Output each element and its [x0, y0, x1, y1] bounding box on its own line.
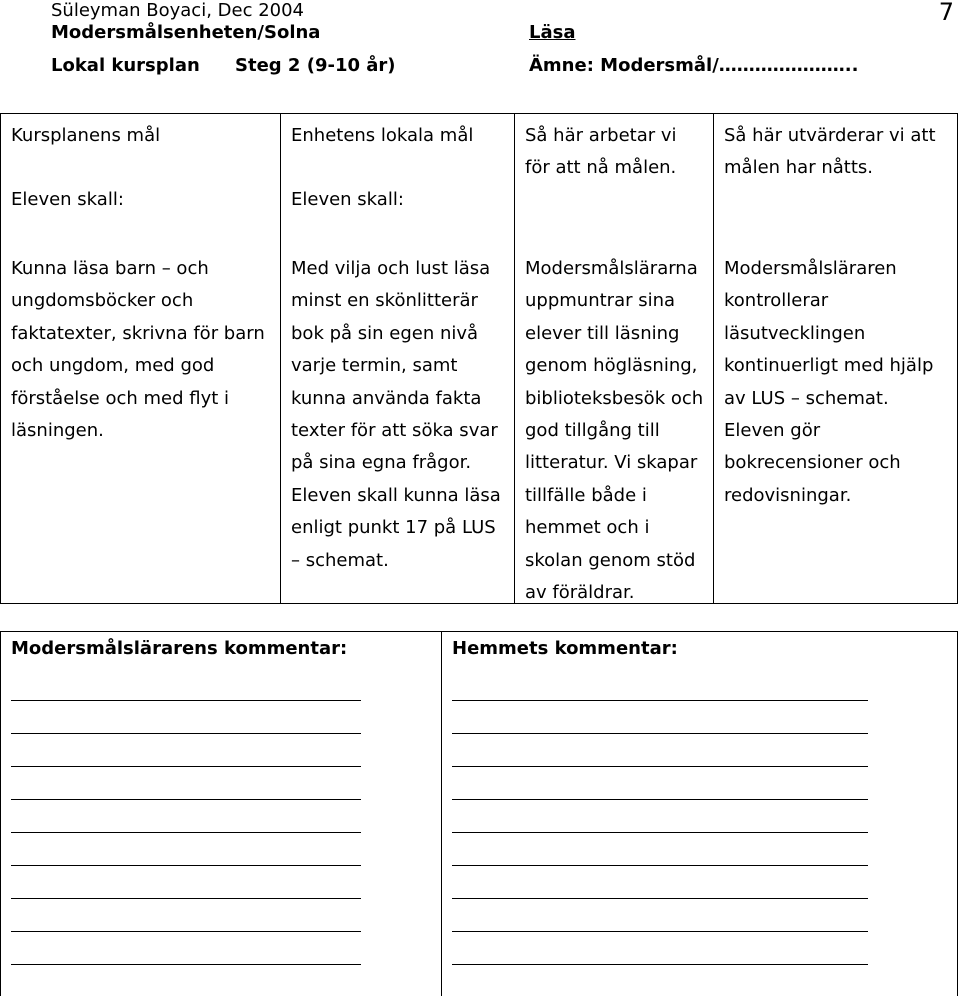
comment-line[interactable] — [452, 899, 868, 932]
comment-line[interactable] — [452, 668, 868, 701]
column-body: Modersmålslärarna uppmuntrar sina elever till läsning genom högläsning, biblioteksbesök och god tillgång till litteratur. Vi skapar tillfälle både i hemmet och i skolan genom stöd av föräldrar. — [525, 258, 704, 603]
home-comment-label: Hemmets kommentar: — [452, 638, 678, 659]
column-body: Med vilja och lust läsa minst en skönlitterär bok på sin egen nivå varje termin, samt kunna använda fakta texter för att söka svar på sina egna frågor. Eleven skall kunna läsa enligt punkt 17 på LUS – schemat. — [291, 258, 501, 571]
column-body: Modersmålsläraren kontrollerar läsutvecklingen kontinuerligt med hjälp av LUS – schemat. Eleven gör bokrecensioner och redovisningar. — [724, 258, 934, 506]
comment-line[interactable] — [452, 767, 868, 800]
comment-line[interactable] — [452, 800, 868, 833]
column-heading: Så här arbetar vi för att nå målen. — [525, 125, 677, 178]
column-heading: Enhetens lokala mål Eleven skall: — [291, 125, 474, 210]
comment-line[interactable] — [11, 767, 361, 800]
column-heading: Så här utvärderar vi att målen har nåtts. — [724, 125, 936, 178]
comment-line[interactable] — [11, 932, 361, 965]
page-number: 7 — [938, 0, 954, 26]
home-comment-box — [441, 632, 957, 996]
teacher-comment-label: Modersmålslärarens kommentar: — [11, 638, 348, 659]
subject-label: Ämne: Modersmål/………………….. — [529, 55, 859, 76]
comment-line[interactable] — [11, 668, 361, 701]
comment-line[interactable] — [452, 833, 868, 866]
comment-line[interactable] — [11, 701, 361, 734]
teacher-comment-box — [1, 632, 441, 996]
local-goals-column — [280, 114, 514, 603]
comment-line[interactable] — [11, 866, 361, 899]
comment-line[interactable] — [452, 932, 868, 965]
comment-line[interactable] — [11, 734, 361, 767]
working-method-column — [514, 114, 713, 603]
comment-line[interactable] — [11, 833, 361, 866]
comment-line[interactable] — [11, 899, 361, 932]
unit-name: Modersmålsenheten/Solna — [51, 22, 321, 43]
plan-label: Lokal kursplan — [51, 55, 200, 76]
course-goals-column — [1, 114, 280, 603]
author-date: Süleyman Boyaci, Dec 2004 — [51, 0, 305, 21]
column-heading: Kursplanens mål Eleven skall: — [11, 125, 161, 210]
step-label: Steg 2 (9-10 år) — [235, 55, 396, 76]
skill-title: Läsa — [529, 22, 576, 43]
evaluation-column — [713, 114, 957, 603]
comment-line[interactable] — [11, 800, 361, 833]
comment-line[interactable] — [452, 734, 868, 767]
column-body: Kunna läsa barn – och ungdomsböcker och faktatexter, skrivna för barn och ungdom, med god förståelse och med flyt i läsningen. — [11, 258, 265, 442]
comments-section — [0, 631, 958, 996]
goals-table — [0, 113, 958, 604]
comment-line[interactable] — [452, 701, 868, 734]
comment-line[interactable] — [452, 866, 868, 899]
